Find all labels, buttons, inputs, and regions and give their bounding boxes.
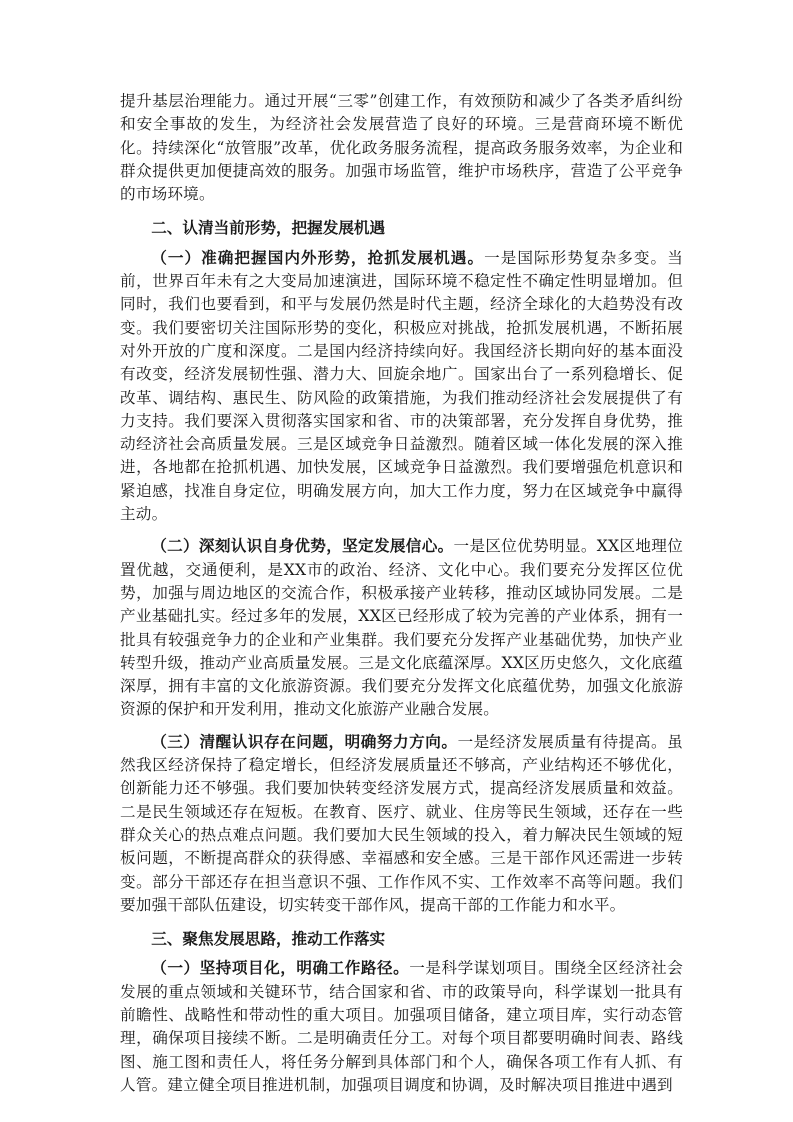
spacer xyxy=(120,722,683,730)
spacer xyxy=(120,917,683,925)
subsection-1-paragraph xyxy=(120,246,683,527)
subsection-2-paragraph xyxy=(120,534,683,721)
spacer xyxy=(120,526,683,534)
subsection-4-paragraph xyxy=(120,956,683,1097)
section-heading-2: 二、认清当前形势，把握发展机遇 xyxy=(151,218,386,238)
subsection-1-title: （一）准确把握国内外形势，抢抓发展机遇。 xyxy=(151,247,485,267)
paragraph-continued: 提升基层治理能力。通过开展“三零”创建工作，有效预防和减少了各类矛盾纠纷和安全事故的发生，为经济社会发展营造了良好的环境。三是营商环境不断优化。持续深化“放管服”改革，优化政务服务流程，提高政务服务效率，为企业和群众提供更加便捷高效的服务。加强市场监管，维护市场秩序，营造了公平竞争的市场环境。 xyxy=(120,92,683,204)
subsection-3-paragraph xyxy=(120,730,683,917)
subsection-2-body: 一是区位优势明显。XX区地理位置优越，交通便利，是XX市的政治、经济、文化中心。我们要充分发挥区位优势，加强与周边地区的交流合作，积极承接产业转移，推动区域协同发展。二是产业基础扎实。经过多年的发展，XX区已经形成了较为完善的产业体系，拥有一批具有较强竞争力的企业和产业集群。我们要充分发挥产业基础优势，加快产业转型升级，推动产业高质量发展。三是文化底蕴深厚。XX区历史悠久，文化底蕴深厚，拥有丰富的文化旅游资源。我们要充分发挥文化底蕴优势，加强文化旅游资源的保护和开发利用，推动文化旅游产业融合发展。 xyxy=(120,537,683,719)
spacer xyxy=(120,206,683,214)
subsection-3-title: （三）清醒认识存在问题，明确努力方向。 xyxy=(151,731,458,751)
section-heading-3: 三、聚焦发展思路，推动工作落实 xyxy=(151,929,386,949)
subsection-4-body: 一是科学谋划项目。围绕全区经济社会发展的重点领域和关键环节，结合国家和省、市的政策导向，科学谋划一批具有前瞻性、战略性和带动性的重大项目。加强项目储备，建立项目库，实行动态管理，确保项目接续不断。二是明确责任分工。对每个项目都要明确时间表、路线图、施工图和责任人，将任务分解到具体部门和个人，确保各项工作有人抓、有人管。建立健全项目推进机制，加强项目调度和协调，及时解决项目推进中遇到 xyxy=(120,959,684,1094)
subsection-2-title: （二）深刻认识自身优势，坚定发展信心。 xyxy=(151,536,454,556)
subsection-3-body: 一是经济发展质量有待提高。虽然我区经济保持了稳定增长，但经济发展质量还不够高，产业结构还不够优化，创新能力还不够强。我们要加快转变经济发展方式，提高经济发展质量和效益。二是民生领域还存在短板。在教育、医疗、就业、住房等民生领域，还存在一些群众关心的热点难点问题。我们要加大民生领域的投入，着力解决民生领域的短板问题，不断提高群众的获得感、幸福感和安全感。三是干部作风还需进一步转变。部分干部还存在担当意识不强、工作作风不实、工作效率不高等问题。我们要加强干部队伍建设，切实转变干部作风，提高干部的工作能力和水平。 xyxy=(120,732,683,914)
subsection-1-body: 一是国际形势复杂多变。当前，世界百年未有之大变局加速演进，国际环境不稳定性不确定性明显增加。但同时，我们也要看到，和平与发展仍然是时代主题，经济全球化的大趋势没有改变。我们要密切关注国际形势的变化，积极应对挑战，抢抓发展机遇，不断拓展对外开放的广度和深度。二是国内经济持续向好。我国经济长期向好的基本面没有改变，经济发展韧性强、潜力大、回旋余地广。国家出台了一系列稳增长、促改革、调结构、惠民生、防风险的政策措施，为我们推动经济社会发展提供了有力支持。我们要深入贯彻落实国家和省、市的决策部署，充分发挥自身优势，推动经济社会高质量发展。三是区域竞争日益激烈。随着区域一体化发展的深入推进，各地都在抢抓机遇、加快发展，区域竞争日益激烈。我们要增强危机意识和紧迫感，找准自身定位，明确发展方向，加大工作力度，努力在区域竞争中赢得主动。 xyxy=(120,248,683,524)
subsection-4-title: （一）坚持项目化，明确工作路径。 xyxy=(151,958,410,978)
